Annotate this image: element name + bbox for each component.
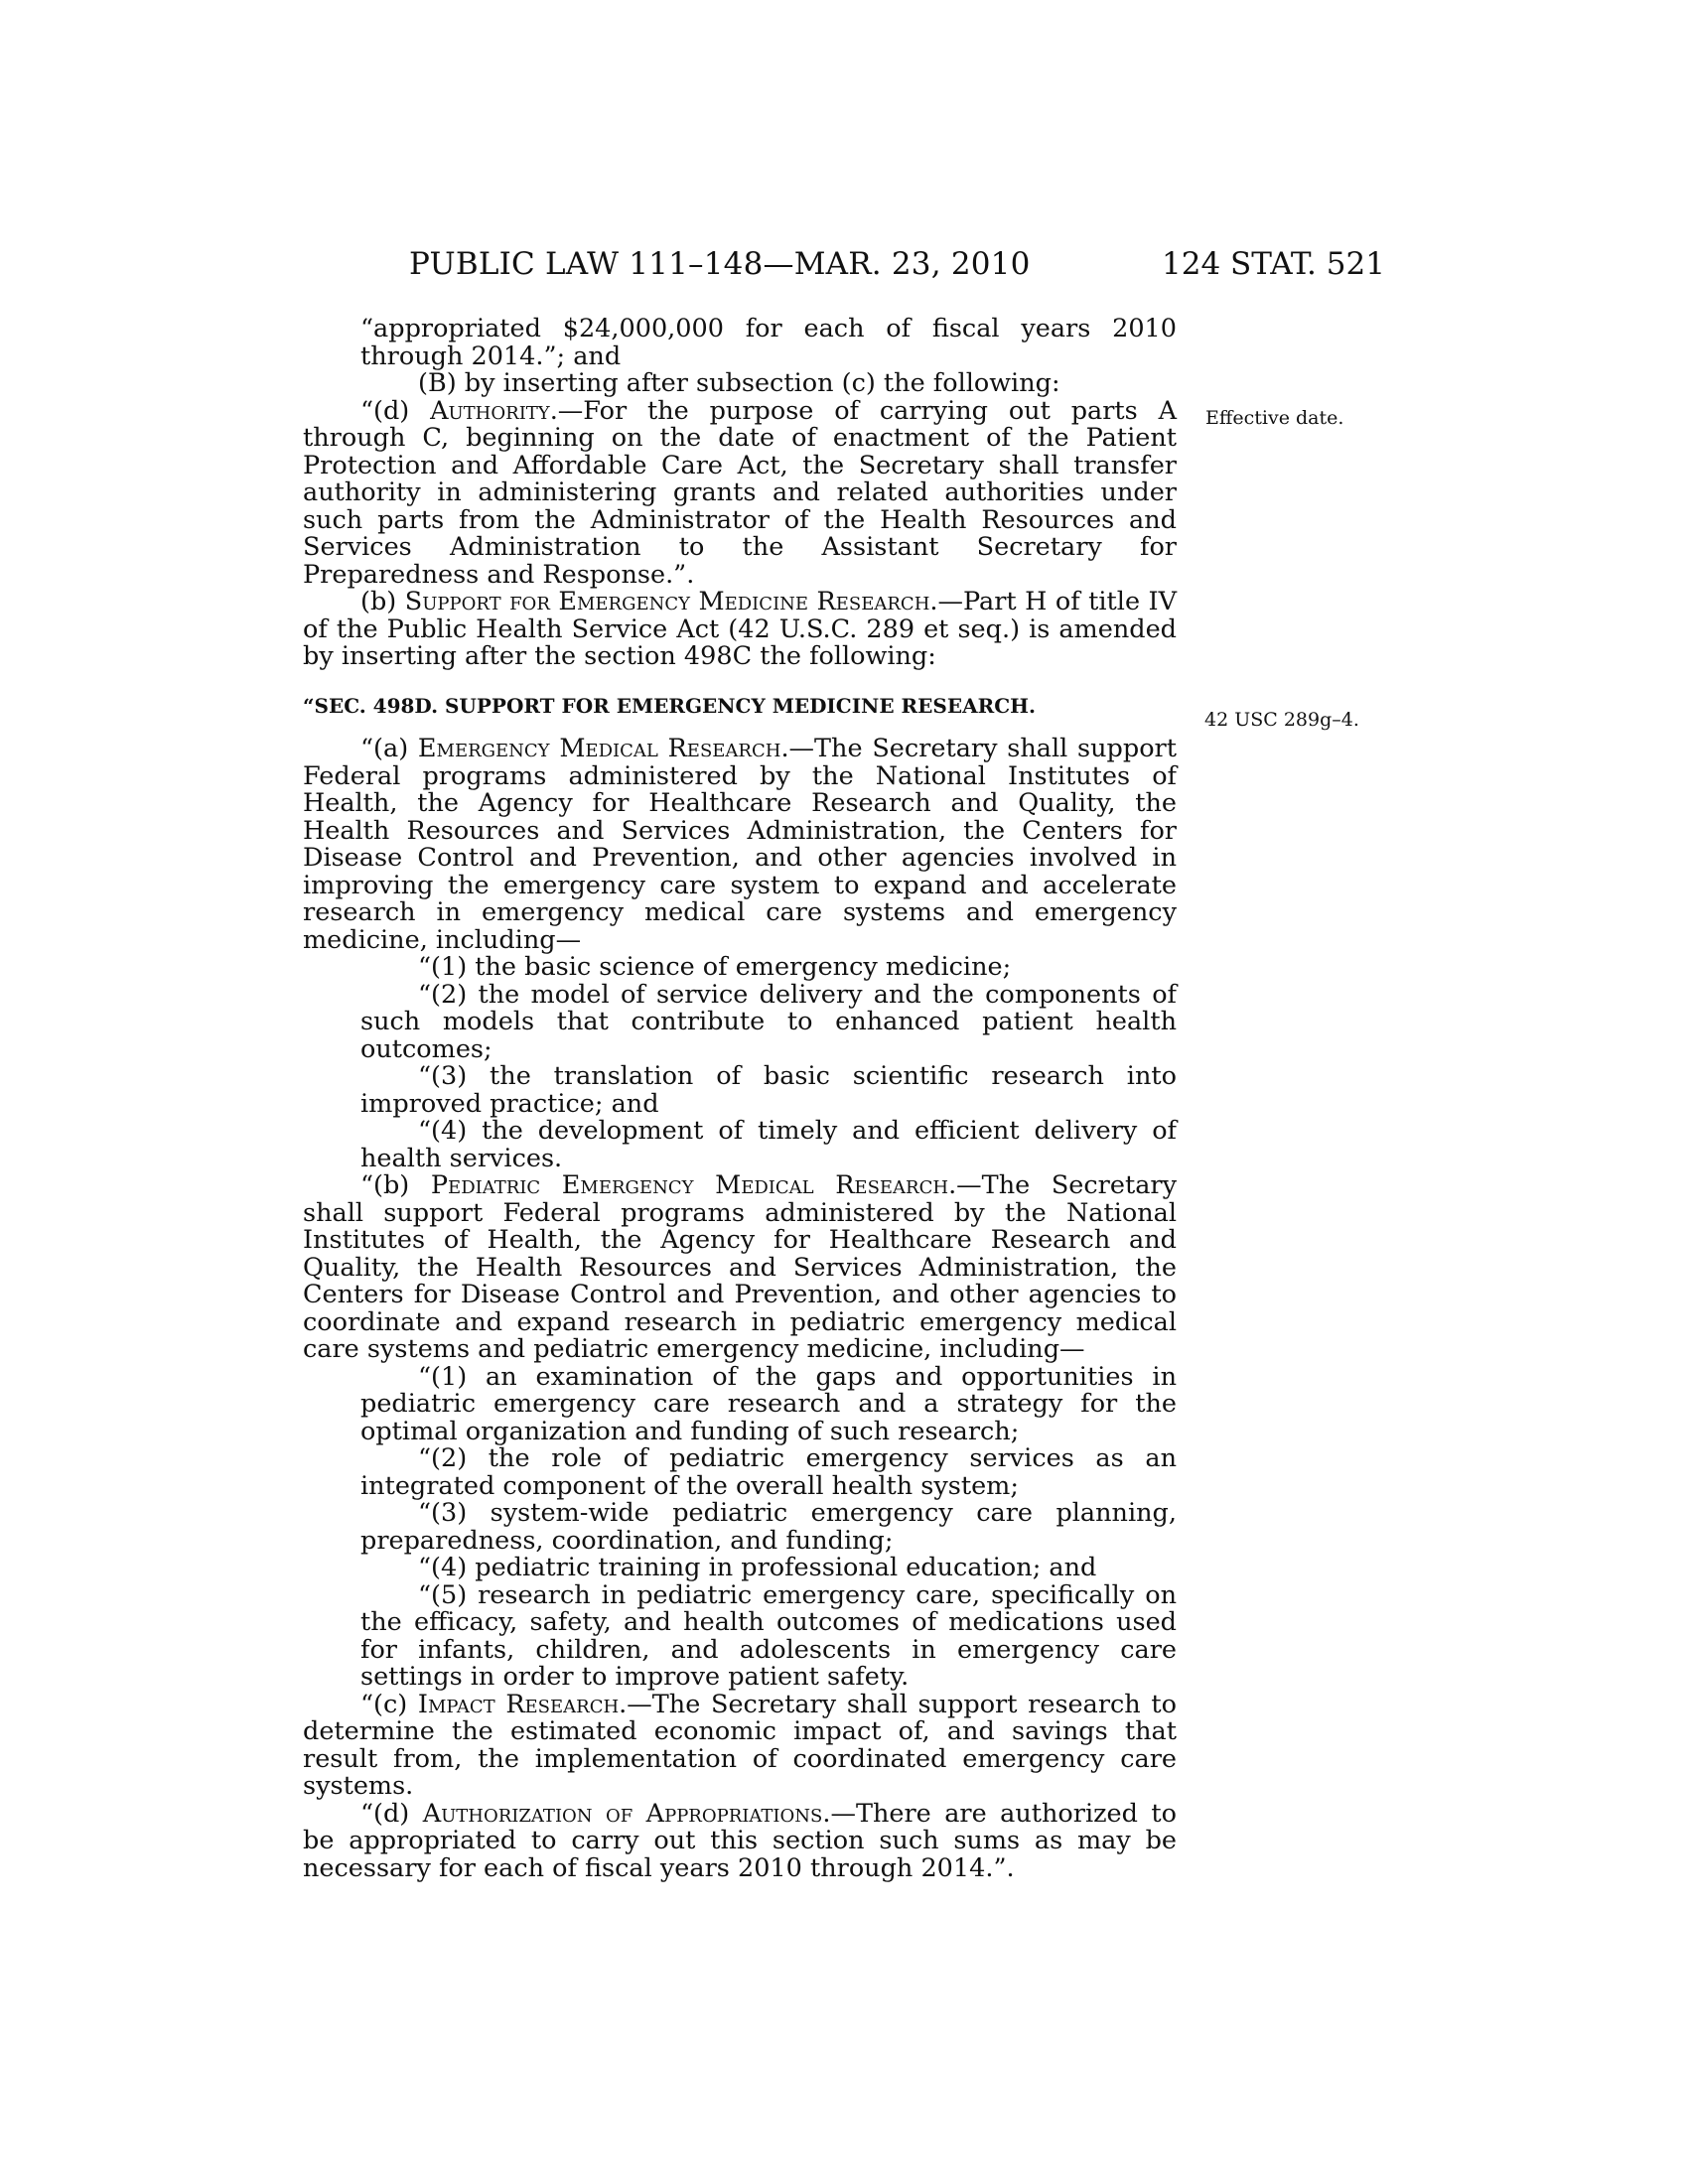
paragraph-prefix: “(d) <box>360 1798 423 1829</box>
paragraph-text: .—The Secretary shall support Federal programs administered by the National Institutes of Health, the Agency for Healthcare Research and Quality, the Health Resources and Services Administration, the Centers for Disease Control and Prevention, and other agencies to coordinate and expand research in pediatric emergency medical care systems and pediatric emergency medicine, including— <box>303 1170 1177 1364</box>
subsection-b-item-3: “(3) system-wide pediatric emergency care planning, preparedness, coordination, and funding; <box>360 1498 1177 1556</box>
subsection-a <box>303 736 1177 954</box>
paragraph-heading: Pediatric Emergency Medical Research <box>430 1170 949 1200</box>
document-body <box>303 316 1177 1882</box>
paragraph-text: .—There are authorized to be appropriated to carry out this section such sums as may be necessary for each of fiscal years 2010 through 2014.”. <box>303 1798 1177 1883</box>
paragraph-text: .—The Secretary shall support research to determine the estimated economic impact of, and savings that result from, the implementation of coordinated emergency care systems. <box>303 1689 1177 1801</box>
subsection-a-item-2: “(2) the model of service delivery and the components of such models that contribute to enhanced patient health outcomes; <box>360 979 1177 1064</box>
paragraph-b-support <box>303 589 1177 671</box>
subsection-b <box>303 1172 1177 1364</box>
paragraph-text: .—The Secretary shall support Federal programs administered by the National Institutes of Health, the Agency for Healthcare Research and Quality, the Health Resources and Services Administration, the Centers for Disease Control and Prevention, and other agencies involved in improving the emergency care system to expand and accelerate research in emergency medical care systems and emergency medicine, including— <box>303 734 1177 955</box>
paragraph-d-authority <box>303 395 1177 590</box>
subsection-b-item-5: “(5) research in pediatric emergency care, specifically on the efficacy, safety, and health outcomes of medications used for infants, children, and adolescents in emergency care settings in order to improve patient safety. <box>360 1579 1177 1692</box>
paragraph-prefix: “(d) <box>360 395 431 426</box>
subsection-a-item-3: “(3) the translation of basic scientific research into improved practice; and <box>360 1061 1177 1119</box>
paragraph-b-inserting: (B) by inserting after subsection (c) the following: <box>418 368 1060 398</box>
paragraph-prefix: (b) <box>360 587 405 616</box>
running-header-stat-page: 124 STAT. 521 <box>1162 246 1385 282</box>
continuation-paragraph: “appropriated $24,000,000 for each of fiscal years 2010 through 2014.”; and <box>360 314 1177 371</box>
paragraph-heading: Emergency Medical Research <box>417 734 781 763</box>
section-heading: “SEC. 498D. SUPPORT FOR EMERGENCY MEDICINE RESEARCH. <box>303 693 1037 718</box>
paragraph-text: .—For the purpose of carrying out parts A through C, beginning on the date of enactment of the Patient Protection and Affordable Care Act, the Secretary shall transfer authority in administering grants and related authorities under such parts from the Administrator of the Health Resources and Services Administration to the Assistant Secretary for Preparedness and Response.”. <box>303 395 1177 590</box>
paragraph-text: .—Part H of title IV of the Public Health Service Act (42 U.S.C. 289 et seq.) is amended by inserting after the section 498C the following: <box>303 587 1178 671</box>
margin-note-effective-date: Effective date. <box>1205 407 1344 429</box>
paragraph-prefix: “(c) <box>360 1689 418 1719</box>
paragraph-heading: Authorization of Appropriations <box>422 1798 823 1829</box>
paragraph-prefix: “(a) <box>360 734 418 763</box>
subsection-d <box>303 1798 1177 1883</box>
subsection-b-item-4: “(4) pediatric training in professional education; and <box>418 1553 1097 1582</box>
margin-note-usc-citation: 42 USC 289g–4. <box>1204 709 1359 731</box>
subsection-b-item-2: “(2) the role of pediatric emergency services as an integrated component of the overall health system; <box>360 1443 1177 1501</box>
subsection-a-item-1: “(1) the basic science of emergency medicine; <box>418 952 1012 982</box>
subsection-b-item-1: “(1) an examination of the gaps and opportunities in pediatric emergency care research and a strategy for the optimal organization and funding of such research; <box>360 1361 1177 1446</box>
paragraph-heading: Authority <box>430 395 550 426</box>
running-header-law: PUBLIC LAW 111–148—MAR. 23, 2010 <box>409 246 1031 282</box>
paragraph-heading: Support for Emergency Medicine Research <box>404 587 930 616</box>
subsection-a-item-4: “(4) the development of timely and efficient delivery of health services. <box>360 1116 1177 1173</box>
paragraph-prefix: “(b) <box>360 1170 431 1200</box>
paragraph-heading: Impact Research <box>417 1689 620 1719</box>
subsection-c <box>303 1689 1177 1801</box>
